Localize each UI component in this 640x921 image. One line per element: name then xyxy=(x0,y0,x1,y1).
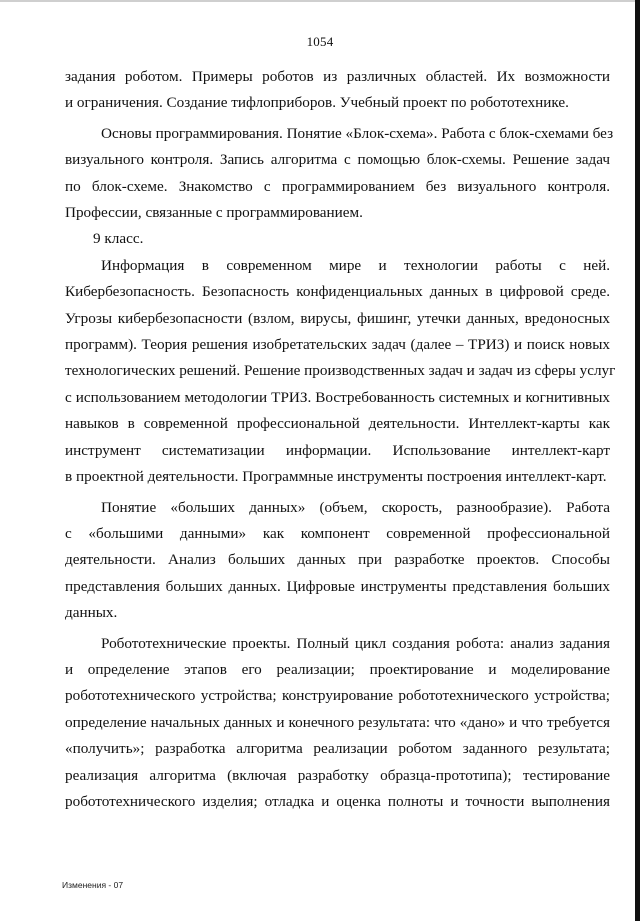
paragraph-information-technology xyxy=(65,253,616,491)
text-line: Основы программирования. Понятие «Блок-схема». Работа с блок-схемами без xyxy=(101,124,614,142)
text-line: программ). Теория решения изобретательских задач (далее – ТРИЗ) и поиск новых xyxy=(65,336,610,354)
text-line: и ограничения. Создание тифлоприборов. Учебный проект по робототехнике. xyxy=(65,94,569,112)
text-line: определение начальных данных и конечного результата: что «дано» и что требуется xyxy=(65,713,610,731)
text-line: реализация алгоритма (включая разработку образца-прототипа); тестирование xyxy=(65,766,610,784)
text-line: робототехнического изделия; отладка и оценка полноты и точности выполнения xyxy=(65,792,610,810)
document-body xyxy=(65,64,616,815)
scan-top-shadow xyxy=(0,0,640,2)
text-line: деятельности. Анализ больших данных при разработке проектов. Способы xyxy=(65,551,610,569)
text-line: данных. xyxy=(65,604,118,622)
text-line: представления больших данных. Цифровые инструменты представления больших xyxy=(65,577,610,595)
text-line: и определение этапов его реализации; проектирование и моделирование xyxy=(65,660,610,678)
scan-right-edge xyxy=(635,0,640,921)
text-line: с «большими данными» как компонент современной профессиональной xyxy=(65,524,610,542)
page-number: 1054 xyxy=(306,34,334,49)
text-line: Робототехнические проекты. Полный цикл создания робота: анализ задания xyxy=(101,634,610,652)
text-line: технологических решений. Решение производственных задач и задач из сферы услуг xyxy=(65,362,616,380)
paragraph-big-data xyxy=(65,495,610,627)
section-heading-grade-9 xyxy=(65,226,610,252)
text-line: инструмент систематизации информации. Использование интеллект-карт xyxy=(65,441,610,459)
text-line: навыков в современной профессиональной деятельности. Интеллект-карты как xyxy=(65,415,610,433)
text-line: задания роботом. Примеры роботов из различных областей. Их возможности xyxy=(65,68,610,85)
paragraph-robot-examples xyxy=(65,64,610,117)
text-line: «получить»; разработка алгоритма реализации роботом заданного результата; xyxy=(65,740,610,758)
text-line: Профессии, связанные с программированием. xyxy=(65,204,363,222)
text-line: Информация в современном мире и технологии работы с ней. xyxy=(101,256,610,274)
text-line: Понятие «больших данных» (объем, скорость, разнообразие). Работа xyxy=(101,498,610,516)
text-line: Кибербезопасность. Безопасность конфиденциальных данных в цифровой среде. xyxy=(65,283,610,301)
paragraph-robotics-projects xyxy=(65,631,610,816)
text-line: робототехнического устройства; конструирование робототехнического устройства; xyxy=(65,687,610,705)
text-line: по блок-схеме. Знакомство с программированием без визуального контроля. xyxy=(65,177,610,195)
text-line: в проектной деятельности. Программные инструменты построения интеллект-карт. xyxy=(65,468,607,486)
text-line: Угрозы кибербезопасности (взлом, вирусы, фишинг, утечки данных, вредоносных xyxy=(65,309,610,327)
footer-revision-note: Изменения - 07 xyxy=(62,880,124,890)
text-line: визуального контроля. Запись алгоритма с помощью блок-схемы. Решение задач xyxy=(65,151,610,169)
grade-heading: 9 класс. xyxy=(93,230,144,248)
paragraph-programming-basics xyxy=(65,121,614,227)
text-line: с использованием методологии ТРИЗ. Востребованность системных и когнитивных xyxy=(65,388,610,406)
